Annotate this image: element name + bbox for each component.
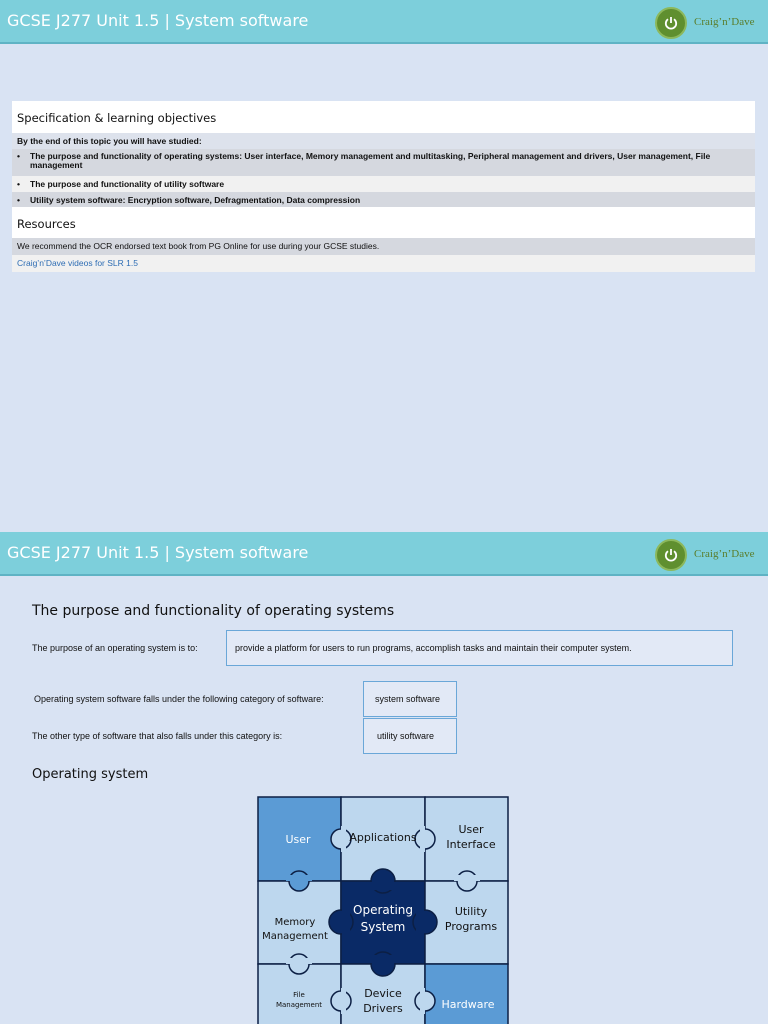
puzzle-label: User Interface — [446, 823, 496, 852]
question-other-type: The other type of software that also falls under this category is: — [32, 731, 283, 741]
question-purpose: The purpose of an operating system is to: — [32, 643, 198, 653]
puzzle-label: Applications — [349, 831, 417, 844]
os-subheading: Operating system — [32, 767, 149, 782]
resources-text: We recommend the OCR endorsed text book from PG Online for use during your GCSE studies. — [12, 238, 755, 255]
spec-item: • The purpose and functionality of utility software — [12, 176, 755, 192]
puzzle-label: Memory Management — [262, 917, 328, 942]
puzzle-label: User — [285, 833, 311, 846]
section-heading: The purpose and functionality of operating systems — [32, 603, 395, 619]
slide-header — [0, 0, 768, 44]
resources-heading: Resources — [12, 207, 755, 238]
page-title: GCSE J277 Unit 1.5 | System software — [7, 543, 309, 562]
specification-table — [12, 101, 755, 272]
power-icon — [655, 539, 687, 571]
answer-purpose[interactable]: provide a platform for users to run programs, accomplish tasks and maintain their computer system. — [226, 630, 733, 666]
puzzle-label: File Management — [275, 991, 323, 1009]
spec-item: • The purpose and functionality of operating systems: User interface, Memory management and multitasking, Peripheral management and drivers, User management, File management — [12, 149, 755, 176]
answer-category[interactable]: system software — [363, 681, 457, 717]
page-title: GCSE J277 Unit 1.5 | System software — [7, 11, 309, 30]
spec-heading: Specification & learning objectives — [12, 101, 755, 133]
slide-header — [0, 532, 768, 576]
puzzle-label: Device Drivers — [363, 987, 403, 1016]
videos-link[interactable]: Craig’n’Dave videos for SLR 1.5 — [12, 255, 755, 272]
brand-name: Craig’n’Dave — [694, 16, 755, 28]
question-category: Operating system software falls under the following category of software: — [34, 694, 324, 704]
os-puzzle-diagram — [257, 796, 509, 1024]
piece-hardware — [425, 964, 508, 1024]
slide-2 — [0, 532, 768, 1024]
puzzle-label: Utility Programs — [444, 905, 498, 934]
brand-name: Craig’n’Dave — [694, 548, 755, 560]
puzzle-label: Hardware — [441, 998, 495, 1011]
answer-other-type[interactable]: utility software — [363, 718, 457, 754]
spec-intro: By the end of this topic you will have studied: — [12, 133, 755, 149]
power-icon — [655, 7, 687, 39]
puzzle-label: Operating System — [353, 903, 413, 934]
spec-item: • Utility system software: Encryption software, Defragmentation, Data compression — [12, 192, 755, 207]
